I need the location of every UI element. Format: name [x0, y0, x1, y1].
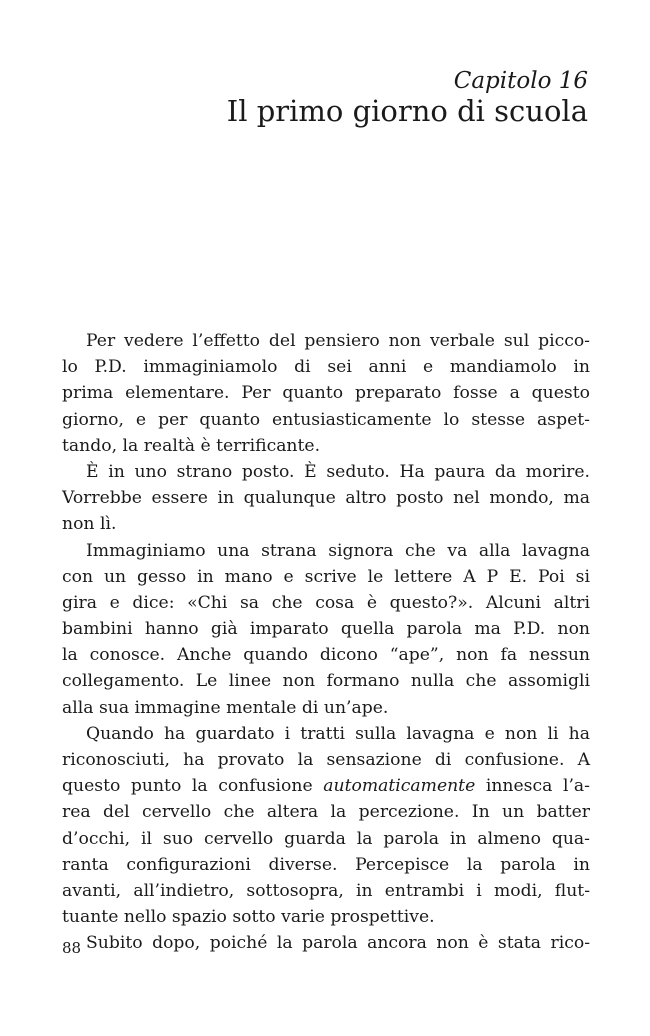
text-line: ranta configurazioni diverse. Percepisce la parola in — [62, 854, 590, 875]
text-line: rea del cervello che altera la percezione. In un batter — [62, 802, 590, 823]
text-line: È in uno strano posto. È seduto. Ha paura da morire. — [86, 461, 590, 482]
chapter-number: Capitolo 16 — [453, 68, 588, 94]
text-line: Per vedere l’effetto del pensiero non verbale sul picco- — [86, 331, 590, 351]
chapter-title: Il primo giorno di scuola — [226, 94, 588, 128]
text-line: gira e dice: «Chi sa che cosa è questo?». Alcuni altri — [62, 592, 590, 613]
italic-emphasis: automaticamente — [323, 776, 476, 797]
body-text — [62, 328, 590, 957]
text-line: bambini hanno già imparato quella parola ma P.D. non — [62, 619, 590, 640]
text-line: giorno, e per quanto entusiasticamente lo stesse aspet- — [62, 409, 590, 430]
text-line — [62, 773, 590, 799]
text-line: con un gesso in mano e scrive le lettere A P E. Poi si — [62, 566, 590, 587]
paragraph-5 — [62, 930, 590, 956]
text-line: Subito dopo, poiché la parola ancora non è stata rico- — [86, 933, 590, 954]
text-line: tuante nello spazio sotto varie prospettive. — [62, 907, 435, 928]
text-line: d’occhi, il suo cervello guarda la parola in almeno qua- — [62, 828, 590, 849]
text-line: prima elementare. Per quanto preparato fosse a questo — [62, 383, 590, 404]
text-line: Immaginiamo una strana signora che va alla lavagna — [86, 540, 590, 561]
text-line: avanti, all’indietro, sottosopra, in entrambi i modi, flut- — [62, 880, 590, 901]
text-line: collegamento. Le linee non formano nulla che assomigli — [62, 671, 590, 692]
text-line: Quando ha guardato i tratti sulla lavagna e non li ha — [86, 723, 590, 744]
paragraph-3 — [62, 538, 590, 721]
text-segment: innesca l’a- — [475, 776, 590, 797]
paragraph-1 — [62, 328, 590, 459]
text-line: alla sua immagine mentale di un’ape. — [62, 697, 389, 718]
text-line: tando, la realtà è terrificante. — [62, 435, 321, 456]
page-number: 88 — [62, 939, 82, 957]
text-line: non lì. — [62, 514, 117, 535]
text-line: riconosciuti, ha provato la sensazione di confusione. A — [62, 750, 590, 770]
paragraph-2 — [62, 459, 590, 538]
text-segment: questo punto la confusione — [62, 776, 324, 797]
text-line: la conosce. Anche quando dicono “ape”, non fa nessun — [62, 645, 590, 666]
text-line: lo P.D. immaginiamolo di sei anni e mandiamolo in — [62, 357, 590, 378]
text-line: Vorrebbe essere in qualunque altro posto nel mondo, ma — [62, 488, 590, 509]
paragraph-4 — [62, 721, 590, 931]
